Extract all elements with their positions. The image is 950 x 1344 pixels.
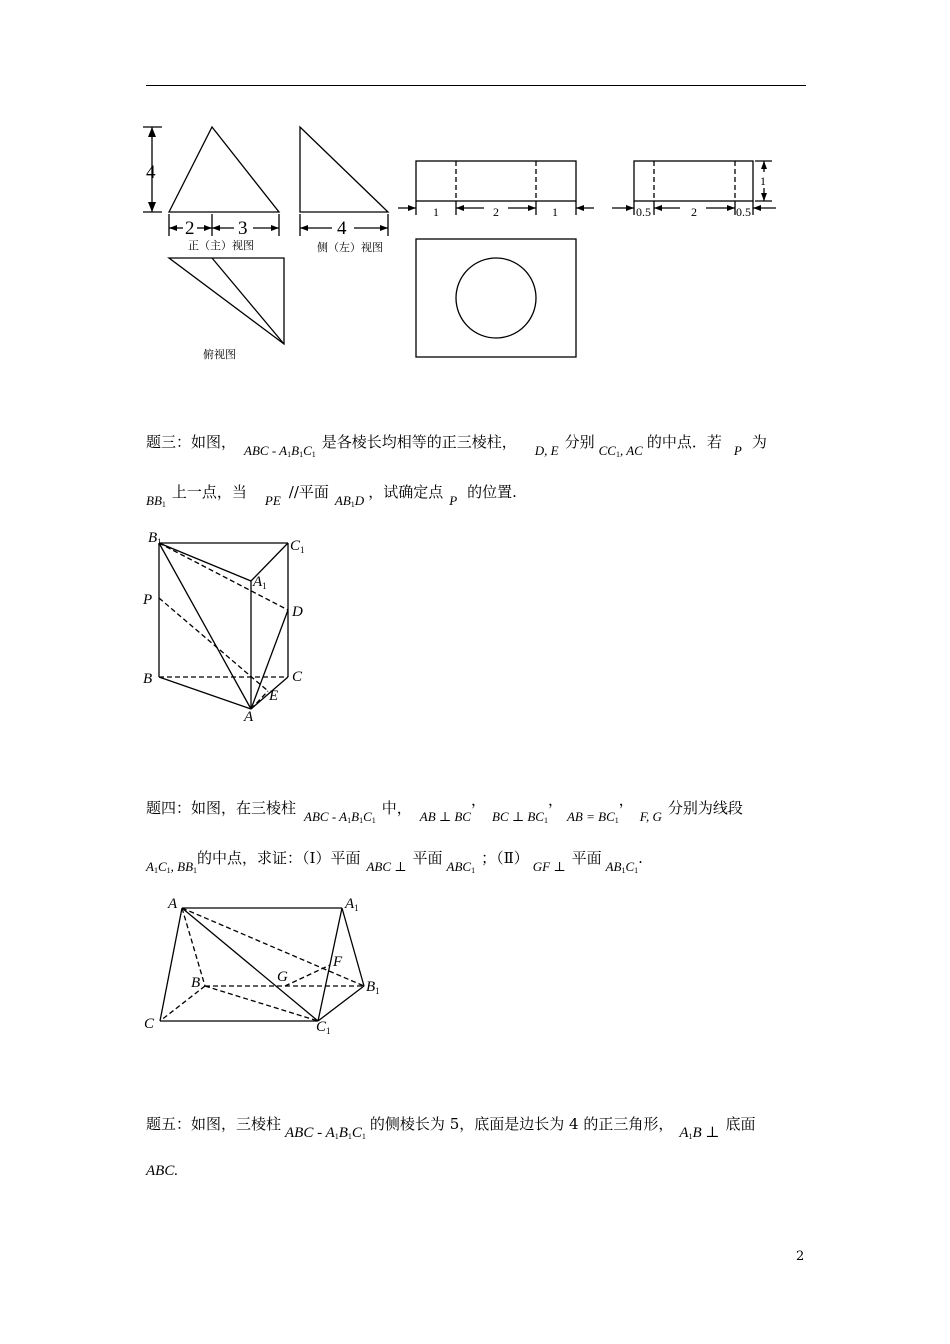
box-side-dim-3: 0.5 [736,205,751,219]
box-front-view [416,161,576,201]
label-G: G [277,969,288,985]
side-view-triangle [300,127,388,212]
box-side-height: 1 [760,174,766,188]
label-A: A [244,709,254,725]
prism-figure-4 [136,890,396,1040]
label-F: F [333,954,343,970]
box-dim-3: 1 [552,205,558,219]
label-C1: $C_1$ [290,538,305,555]
label-E: E [269,688,279,704]
box-top-view [416,239,576,357]
label-B1: $B_1$ [366,979,380,996]
label-C1: $C_1$ [316,1019,331,1036]
label-B: B [143,671,153,687]
box-side-dim-2: 2 [691,205,697,219]
dim-height-label: 4 [146,162,156,183]
label-P: P [143,592,153,608]
dim-side-label: 4 [337,218,347,239]
caption-top-view: 俯视图 [203,348,236,361]
label-C: C [144,1016,155,1032]
label-D: D [292,604,303,620]
top-view-triangle [169,258,284,344]
prism-figure-3 [136,524,336,730]
label-B1: $B_1$ [148,530,162,547]
caption-side-view: 侧（左）视图 [317,241,383,254]
box-dim-1: 1 [433,205,439,219]
box-side-dim-1: 0.5 [636,205,651,219]
hole-circle [456,258,536,338]
label-B: B [191,975,201,991]
page-number: 2 [796,1249,805,1264]
header-rule [146,85,806,86]
dim-right-label: 3 [238,218,248,239]
caption-front-view: 正（主）视图 [188,239,254,252]
problem3-line2: $BB_1$上一点，当 PE //平面 $AB_1D$ ，试确定点 P 的位置. [146,483,517,509]
problem4-line1: 题四：如图，在三棱柱 ABC - $A_1B_1C_1$中， AB ⊥ BC，BC ⊥ $BC_1$，AB = $BC_1$，F, G 分别为线段 [146,791,743,825]
problem5-line1: 题五：如图，三棱柱 ABC - $A_1B_1C_1$的侧棱长为 5，底面是边长为 4 的正三角形， $A_1B$ ⊥ 底面 [146,1115,756,1141]
label-A1: $A_1$ [253,574,267,591]
label-A: A [168,896,178,912]
front-view-triangle [169,127,279,212]
problem4-line2: $A_1C_1$, $BB_1$的中点，求证：（Ⅰ）平面 ABC ⊥ 平面 $ABC_1$；（Ⅱ） GF ⊥ 平面 $AB_1C_1$. [146,849,643,875]
box-dim-2: 2 [493,205,499,219]
problem3-line1: 题三：如图， ABC - $A_1B_1C_1$是各棱长均相等的正三棱柱， D, E 分别 $CC_1$, AC 的中点．若 P 为 [146,433,767,459]
three-view-figure [136,118,796,368]
problem5-line2: ABC. [146,1163,179,1179]
label-C: C [292,669,303,685]
dim-left-label: 2 [185,218,195,239]
label-A1: $A_1$ [345,896,359,913]
